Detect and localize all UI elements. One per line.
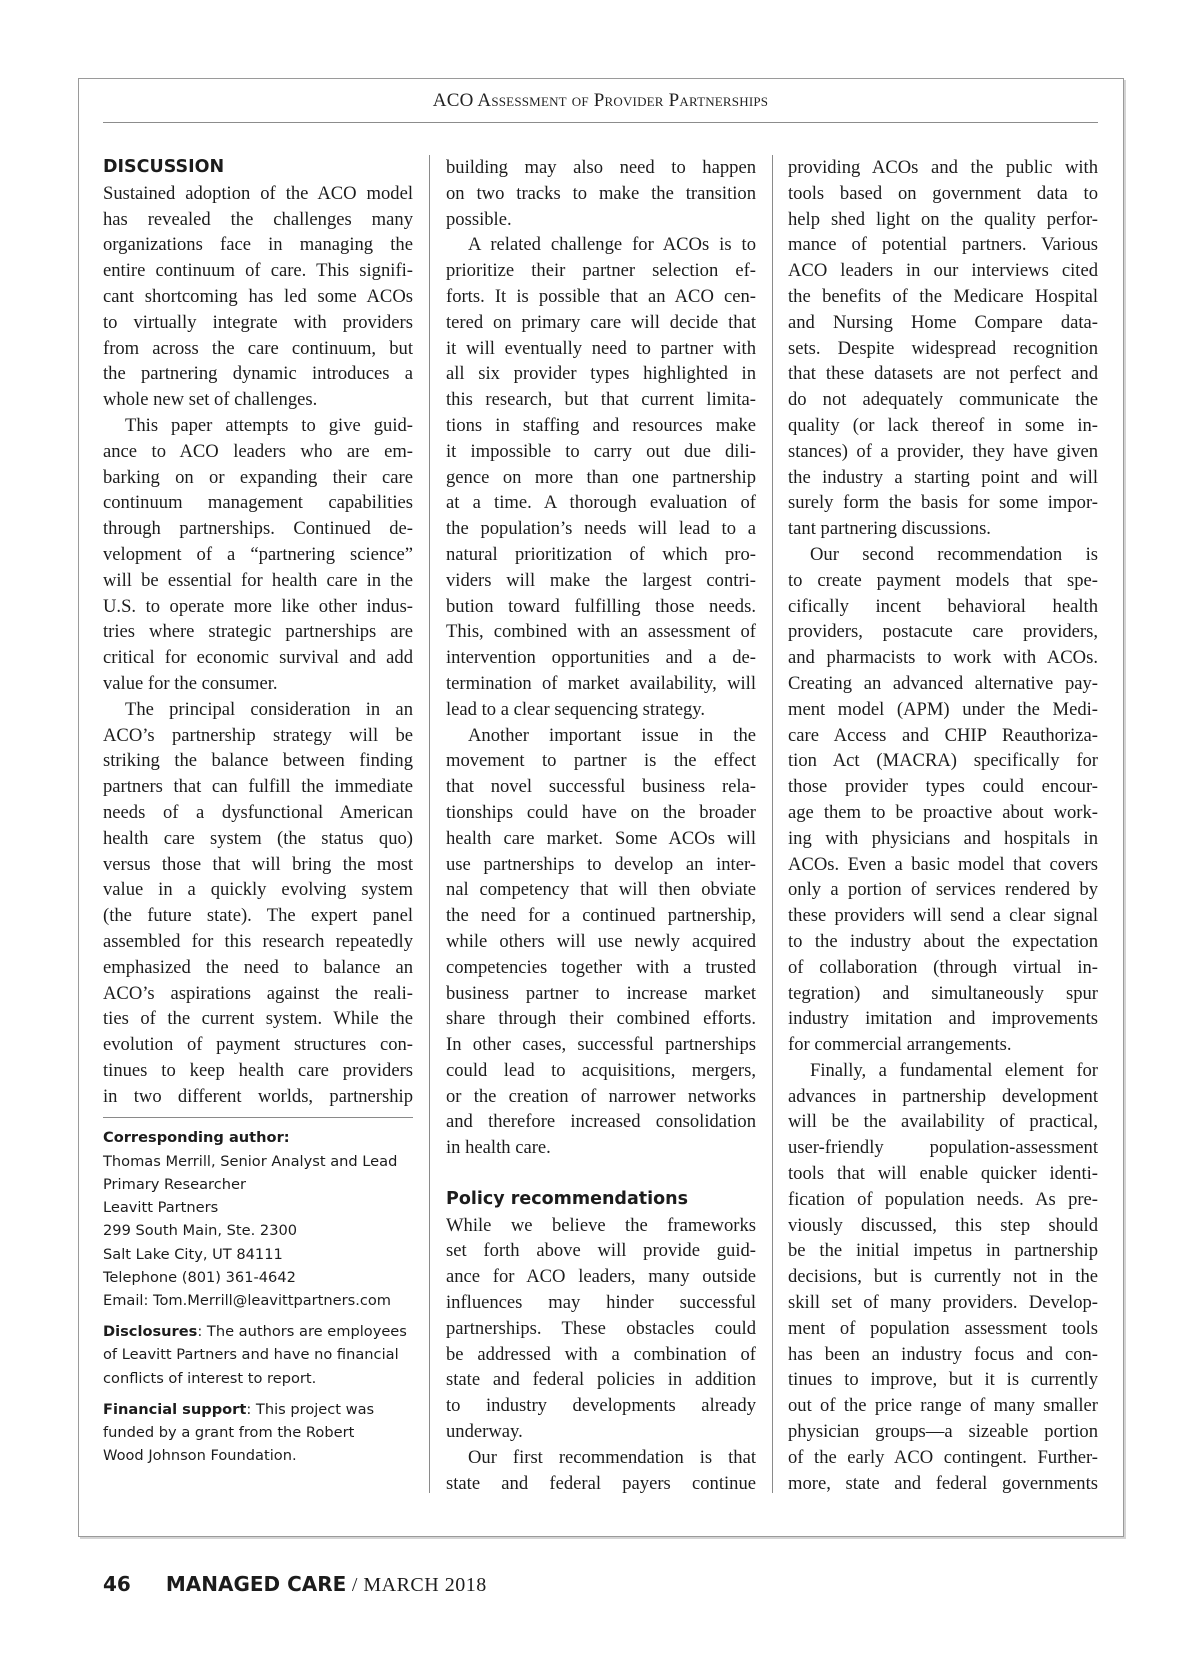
text-line: for commercial arrangements. [788, 1034, 1012, 1056]
note-line: conflicts of interest to report. [103, 1369, 317, 1387]
note-line: funded by a grant from the Robert [103, 1423, 355, 1441]
text-line: the population’s needs will lead to a [446, 518, 756, 540]
note-line: Thomas Merrill, Senior Analyst and Lead [103, 1152, 398, 1170]
text-line: building may also need to happen [446, 157, 756, 178]
text-line: of the early ACO contingent. Further- [788, 1446, 1098, 1468]
paragraph [446, 1213, 756, 1445]
text-line: tion Act (MACRA) specifically for [788, 750, 1098, 772]
text-line: versus those that will bring the most [103, 853, 413, 875]
text-line: out of the price range of many smaller [788, 1395, 1098, 1417]
issue-date: / MARCH 2018 [346, 1574, 487, 1596]
text-line: ance for ACO leaders, many outside [446, 1266, 756, 1288]
text-line: (the future state). The expert panel [103, 905, 413, 927]
note-text: : This project was [246, 1400, 375, 1418]
text-line: help shed light on the quality perfor- [788, 208, 1098, 230]
text-line: organizations face in managing the [103, 234, 413, 256]
disclosures [103, 1320, 413, 1390]
text-line: ACO’s aspirations against the reali- [103, 982, 413, 1004]
text-line: use partnerships to develop an inter- [446, 853, 756, 875]
paragraph [446, 155, 756, 232]
text-line: health care system (the status quo) [103, 827, 413, 849]
note-line [103, 1398, 413, 1421]
corresponding-author-label: Corresponding author: [103, 1129, 290, 1147]
note-line: 299 South Main, Ste. 2300 [103, 1222, 298, 1240]
text-line: be addressed with a combination of [446, 1343, 756, 1365]
text-line: surely form the basis for some impor- [788, 492, 1098, 514]
text-line: state and federal policies in addition [446, 1369, 756, 1391]
magazine-name: MANAGED CARE [165, 1572, 347, 1596]
text-line: providers, postacute care providers, [788, 621, 1098, 643]
text-line: has been an industry focus and con- [788, 1343, 1098, 1365]
column-2 [446, 155, 756, 1496]
text-line: U.S. to operate more like other indus- [103, 595, 413, 617]
text-line: ACO’s partnership strategy will be [103, 724, 413, 746]
paragraph [103, 697, 413, 1110]
text-line: or the creation of narrower networks [446, 1085, 756, 1107]
text-line: ment model (APM) under the Medi- [788, 698, 1098, 720]
text-line: Our second recommendation is [810, 543, 1098, 565]
text-line: to create payment models that spe- [788, 569, 1098, 591]
text-line: tegration) and simultaneously spur [788, 982, 1098, 1004]
text-line: will be the availability of practical, [788, 1111, 1098, 1133]
text-line: could lead to acquisitions, mergers, [446, 1059, 756, 1081]
text-line: mance of potential partners. Various [788, 234, 1098, 256]
text-line: tionships could have on the broader [446, 801, 756, 823]
note-line: Email: Tom.Merrill@leavittpartners.com [103, 1291, 392, 1309]
text-line: In other cases, successful partnerships [446, 1034, 756, 1056]
text-line: Creating an advanced alternative pay- [788, 672, 1098, 694]
text-line: lead to a clear sequencing strategy. [446, 698, 705, 720]
text-line: set forth above will provide guid- [446, 1240, 756, 1262]
financial-support [103, 1398, 413, 1468]
text-line: Another important issue in the [468, 724, 756, 746]
note-line [103, 1320, 413, 1343]
notes-rule [103, 1117, 413, 1118]
text-line: will be essential for health care in the [103, 569, 413, 591]
text-line: value for the consumer. [103, 672, 278, 694]
text-line: ing with physicians and hospitals in [788, 827, 1098, 849]
text-line: needs of a dysfunctional American [103, 801, 413, 823]
page-number: 46 [103, 1572, 131, 1596]
text-line: on two tracks to make the transition [446, 182, 756, 204]
text-line: prioritize their partner selection ef- [446, 260, 756, 282]
text-line: state and federal payers continue [446, 1472, 756, 1494]
text-line: tools that will enable quicker identi- [788, 1163, 1098, 1185]
text-line: intervention opportunities and a de- [446, 647, 756, 669]
text-line: viders will make the largest contri- [446, 569, 756, 591]
text-line: entire continuum of care. This signifi- [103, 260, 413, 282]
running-head: ACO Assessment of Provider Partnerships [432, 90, 769, 111]
text-line: tered on primary care will decide that [446, 311, 756, 333]
text-line: emphasized the need to balance an [103, 956, 413, 978]
paragraph [446, 1445, 756, 1497]
text-line: that novel successful business rela- [446, 776, 756, 798]
text-line: competencies together with a trusted [446, 956, 756, 978]
page-footer [103, 1572, 487, 1597]
text-line: The principal consideration in an [125, 698, 413, 720]
text-line: age them to be proactive about work- [788, 801, 1098, 823]
text-line: only a portion of services rendered by [788, 879, 1098, 901]
text-line: striking the balance between finding [103, 750, 413, 772]
text-line: tries where strategic partnerships are [103, 621, 413, 643]
text-line: whole new set of challenges. [103, 389, 318, 411]
paragraph [788, 542, 1098, 1058]
text-line: barking on or expanding their care [103, 466, 413, 488]
text-line: tinues to keep health care providers [103, 1059, 413, 1081]
text-line: tant partnering discussions. [788, 518, 991, 540]
text-line: ACOs. Even a basic model that covers [788, 853, 1098, 875]
text-line: user-friendly population-assessment [788, 1137, 1098, 1159]
text-line: and therefore increased consolidation [446, 1111, 756, 1133]
text-line: Our first recommendation is that [468, 1446, 756, 1468]
text-line: the need for a continued partnership, [446, 905, 756, 927]
text-line: providing ACOs and the public with [788, 157, 1098, 178]
note-line: Telephone (801) 361-4642 [103, 1268, 296, 1286]
text-line: tinues to improve, but it is currently [788, 1369, 1098, 1391]
text-line: possible. [446, 208, 512, 230]
text-line: do not adequately communicate the [788, 389, 1098, 411]
text-line: ACO leaders in our interviews cited [788, 260, 1098, 282]
text-line: this research, but that current limita- [446, 389, 756, 411]
text-line: through partnerships. Continued de- [103, 518, 413, 540]
text-line: all six provider types highlighted in [446, 363, 756, 385]
text-line: health care market. Some ACOs will [446, 827, 756, 849]
text-line: ance to ACO leaders who are em- [103, 440, 413, 462]
text-line: critical for economic survival and add [103, 647, 413, 669]
text-line: to the industry about the expectation [788, 930, 1098, 952]
text-line: assembled for this research repeatedly [103, 930, 413, 952]
text-line: tools based on government data to [788, 182, 1098, 204]
text-line: those provider types could encour- [788, 776, 1098, 798]
section-heading-discussion: DISCUSSION [103, 157, 225, 177]
text-line: the industry a starting point and will [788, 466, 1098, 488]
text-line: care Access and CHIP Reauthoriza- [788, 724, 1098, 746]
corresponding-author [103, 1126, 413, 1312]
text-line: termination of market availability, will [446, 672, 756, 694]
text-line: share through their combined efforts. [446, 1008, 756, 1030]
paragraph [446, 232, 756, 722]
section-heading-policy: Policy recommendations [446, 1188, 689, 1209]
text-line: industry imitation and improvements [788, 1008, 1098, 1030]
text-line: business partner to increase market [446, 982, 756, 1004]
paragraph [788, 1058, 1098, 1497]
text-line: ment of population assessment tools [788, 1317, 1098, 1339]
disc-label: Disclosures [103, 1323, 198, 1341]
text-line: natural prioritization of which pro- [446, 543, 756, 565]
text-line: that these datasets are not perfect and [788, 363, 1098, 385]
text-line: these providers will send a clear signal [788, 905, 1098, 927]
text-line: to virtually integrate with providers [103, 311, 413, 333]
paragraph [103, 181, 413, 413]
text-line: influences may hinder successful [446, 1292, 756, 1314]
note-line: Salt Lake City, UT 84111 [103, 1245, 283, 1263]
text-line: the benefits of the Medicare Hospital [788, 285, 1098, 307]
text-line: viously discussed, this step should [788, 1214, 1098, 1236]
column-3 [788, 155, 1098, 1496]
column-divider [429, 155, 430, 1493]
text-line: in health care. [446, 1137, 551, 1159]
text-line: more, state and federal governments [788, 1472, 1098, 1494]
text-line: A related challenge for ACOs is to [468, 234, 756, 256]
text-line: of collaboration (through virtual in- [788, 956, 1098, 978]
text-line: decisions, but is currently not in the [788, 1266, 1098, 1288]
text-line: and Nursing Home Compare data- [788, 311, 1098, 333]
text-line: nal competency that will then obviate [446, 879, 756, 901]
text-line: advances in partnership development [788, 1085, 1098, 1107]
text-line: while others will use newly acquired [446, 930, 756, 952]
fin-label: Financial support [103, 1400, 247, 1418]
text-line: forts. It is possible that an ACO cen- [446, 285, 756, 307]
text-line: from across the care continuum, but [103, 337, 413, 359]
text-line: sets. Despite widespread recognition [788, 337, 1098, 359]
text-line: underway. [446, 1421, 523, 1443]
paragraph [446, 723, 756, 1162]
note-line: Leavitt Partners [103, 1199, 219, 1217]
text-line: stances) of a provider, they have given [788, 440, 1098, 462]
text-line: While we believe the frameworks [446, 1214, 756, 1236]
text-line: Sustained adoption of the ACO model [103, 182, 413, 204]
text-line: quality (or lack thereof in some in- [788, 414, 1098, 436]
note-text: : The authors are employees [197, 1323, 407, 1341]
text-line: has revealed the challenges many [103, 208, 413, 230]
text-line: This paper attempts to give guid- [125, 414, 413, 436]
text-line: bution toward fulfilling those needs. [446, 595, 756, 617]
text-line: velopment of a “partnering science” [103, 543, 413, 565]
text-line: This, combined with an assessment of [446, 621, 756, 643]
text-line: be the initial impetus in partnership [788, 1240, 1098, 1262]
text-line: partnerships. These obstacles could [446, 1317, 756, 1339]
text-line: tions in staffing and resources make [446, 414, 756, 436]
note-line: Wood Johnson Foundation. [103, 1447, 297, 1465]
text-line: to industry developments already [446, 1395, 756, 1417]
column-divider [772, 155, 773, 1493]
text-line: cant shortcoming has led some ACOs [103, 285, 413, 307]
text-line: continuum management capabilities [103, 492, 413, 514]
text-line: it will eventually need to partner with [446, 337, 756, 359]
text-line: physician groups—a sizeable portion [788, 1421, 1098, 1443]
text-line: gence on more than one partnership [446, 466, 756, 488]
text-line: cifically incent behavioral health [788, 595, 1098, 617]
paragraph [103, 413, 413, 697]
note-line: Primary Researcher [103, 1175, 246, 1193]
text-line: the partnering dynamic introduces a [103, 363, 413, 385]
text-line: and pharmacists to work with ACOs. [788, 647, 1098, 669]
text-line: evolution of payment structures con- [103, 1034, 413, 1056]
paragraph [788, 155, 1098, 542]
header-rule [103, 122, 1098, 123]
column-1 [103, 155, 413, 1467]
text-line: at a time. A thorough evaluation of [446, 492, 756, 514]
text-line: in two different worlds, partnership [103, 1085, 413, 1107]
note-line: of Leavitt Partners and have no financial [103, 1346, 399, 1364]
text-line: fication of population needs. As pre- [788, 1188, 1098, 1210]
text-line: ties of the current system. While the [103, 1008, 413, 1030]
text-line: partners that can fulfill the immediate [103, 776, 413, 798]
text-line: Finally, a fundamental element for [810, 1059, 1098, 1081]
text-line: movement to partner is the effect [446, 750, 756, 772]
text-line: skill set of many providers. Develop- [788, 1292, 1098, 1314]
text-line: it impossible to carry out due dili- [446, 440, 756, 462]
text-line: value in a quickly evolving system [103, 879, 413, 901]
